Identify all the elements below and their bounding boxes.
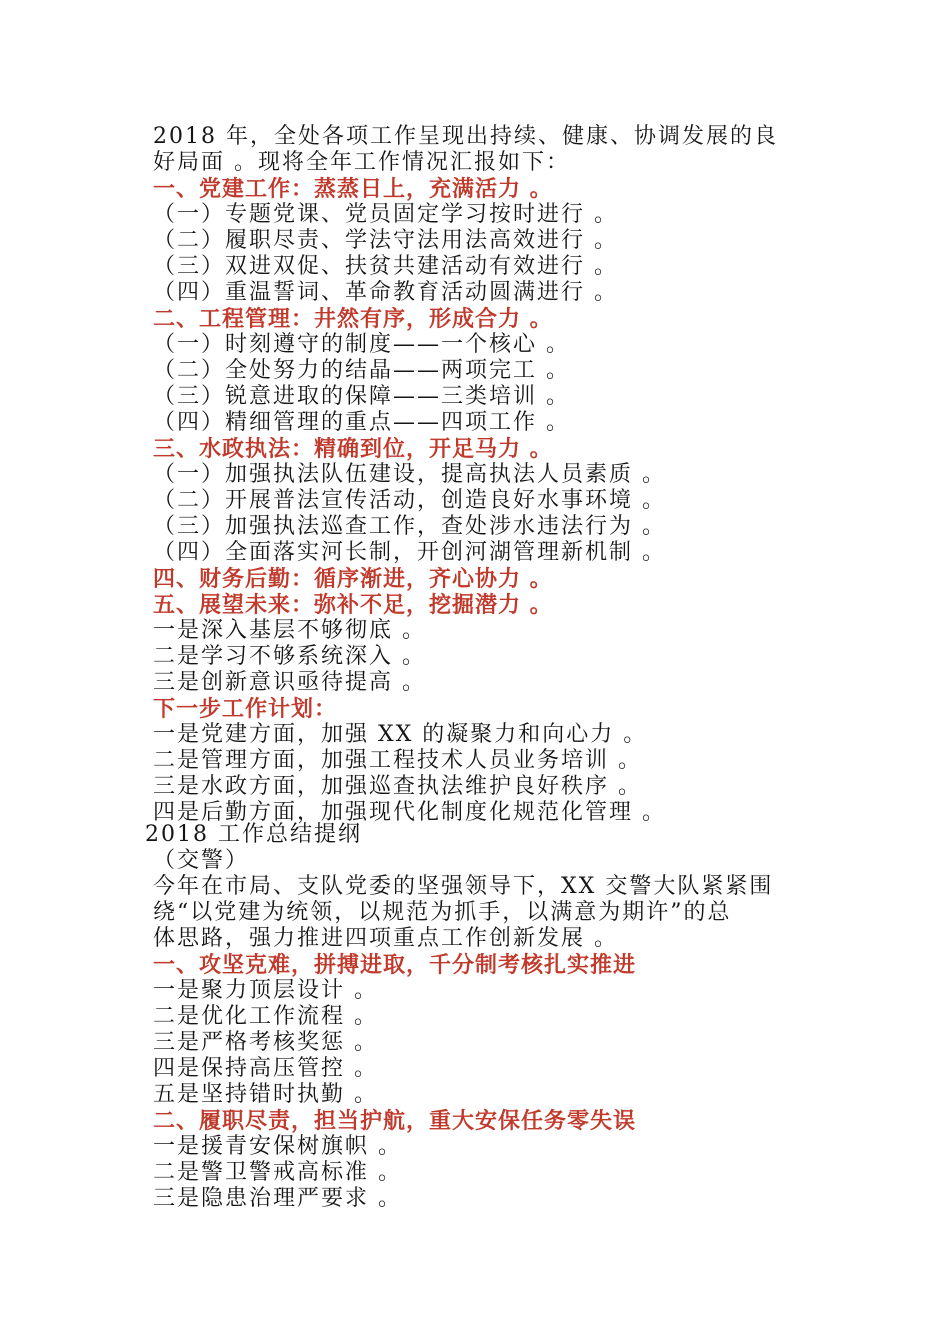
security-item: 一是援青安保树旗帜 。 (153, 1134, 402, 1159)
outlook-heading: 五、展望未来：弥补不足，挖掘潜力 。 (153, 592, 553, 618)
party-building-heading: 一、党建工作：蒸蒸日上，充满活力 。 (153, 176, 553, 202)
engineering-item: （一）时刻遵守的制度——一个核心 。 (153, 332, 570, 357)
outline-subtitle: （交警） (153, 848, 250, 873)
engineering-item: （二）全处努力的结晶——两项完工 。 (153, 358, 570, 383)
outline-title: 2018 工作总结提纲 (145, 822, 362, 847)
water-law-heading: 三、水政执法：精确到位，开足马力 。 (153, 436, 553, 462)
outlook-item: 一是深入基层不够彻底 。 (153, 618, 426, 643)
report-intro-line-2: 好局面 。现将全年工作情况汇报如下： (153, 150, 570, 175)
party-building-item: （三）双进双促、扶贫共建活动有效进行 。 (153, 254, 618, 279)
party-building-item: （四）重温誓词、革命教育活动圆满进行 。 (153, 280, 618, 305)
next-plan-item: 四是后勤方面，加强现代化制度化规范化管理 。 (153, 800, 666, 825)
next-plan-item: 二是管理方面，加强工程技术人员业务培训 。 (153, 748, 642, 773)
party-building-item: （二）履职尽责、学法守法用法高效进行 。 (153, 228, 618, 253)
assessment-heading: 一、攻坚克难，拼搏进取，千分制考核扎实推进 (153, 952, 637, 978)
water-law-item: （三）加强执法巡查工作，查处涉水违法行为 。 (153, 514, 666, 539)
assessment-item: 五是坚持错时执勤 。 (153, 1082, 378, 1107)
next-plan-heading: 下一步工作计划： (153, 696, 338, 722)
assessment-item: 二是优化工作流程 。 (153, 1004, 378, 1029)
engineering-heading: 二、工程管理：井然有序，形成合力 。 (153, 306, 553, 332)
engineering-item: （四）精细管理的重点——四项工作 。 (153, 410, 570, 435)
assessment-item: 三是严格考核奖惩 。 (153, 1030, 378, 1055)
report-intro-line-1: 2018 年，全处各项工作呈现出持续、健康、协调发展的良 (153, 124, 778, 149)
next-plan-item: 三是水政方面，加强巡查执法维护良好秩序 。 (153, 774, 642, 799)
water-law-item: （四）全面落实河长制，开创河湖管理新机制 。 (153, 540, 666, 565)
water-law-item: （二）开展普法宣传活动，创造良好水事环境 。 (153, 488, 666, 513)
outline-intro-line-2: 绕“以党建为统领，以规范为抓手，以满意为期许”的总 (153, 900, 732, 925)
engineering-item: （三）锐意进取的保障——三类培训 。 (153, 384, 570, 409)
security-heading: 二、履职尽责，担当护航，重大安保任务零失误 (153, 1108, 637, 1134)
finance-heading: 四、财务后勤：循序渐进，齐心协力 。 (153, 566, 553, 592)
security-item: 三是隐患治理严要求 。 (153, 1186, 402, 1211)
assessment-item: 四是保持高压管控 。 (153, 1056, 378, 1081)
outline-intro-line-1: 今年在市局、支队党委的坚强领导下，XX 交警大队紧紧围 (153, 874, 774, 899)
outlook-item: 二是学习不够系统深入 。 (153, 644, 426, 669)
outline-intro-line-3: 体思路，强力推进四项重点工作创新发展 。 (153, 926, 618, 951)
water-law-item: （一）加强执法队伍建设，提高执法人员素质 。 (153, 462, 666, 487)
next-plan-item: 一是党建方面，加强 XX 的凝聚力和向心力 。 (153, 722, 648, 747)
security-item: 二是警卫警戒高标准 。 (153, 1160, 402, 1185)
outlook-item: 三是创新意识亟待提高 。 (153, 670, 426, 695)
assessment-item: 一是聚力顶层设计 。 (153, 978, 378, 1003)
party-building-item: （一）专题党课、党员固定学习按时进行 。 (153, 202, 618, 227)
